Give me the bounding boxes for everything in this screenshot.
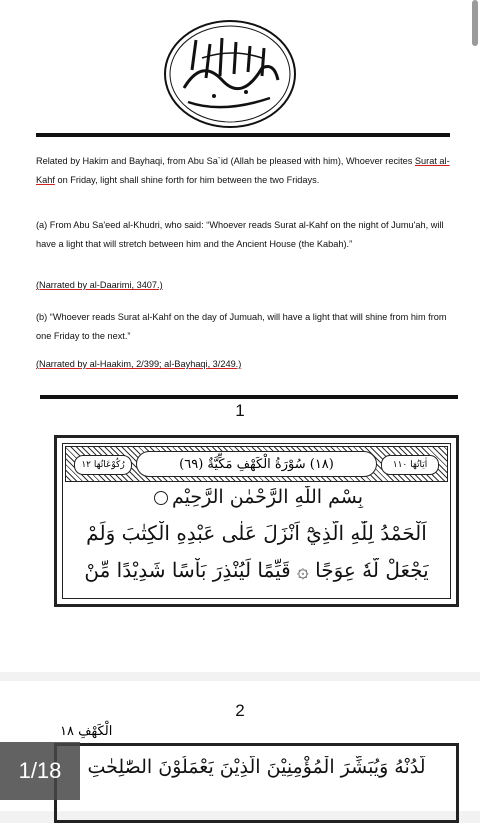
header-rule xyxy=(36,133,450,137)
hadith-paragraph-2: (a) From Abu Sa'eed al-Khudri, who said: “Whoever reads Surat al-Kahf on the night of Jumu'ah, will have a light that will stretch between him and the Ancient House (the Kabah).” xyxy=(36,220,444,249)
page-number-2: 2 xyxy=(235,701,245,720)
hadith-paragraph-1: Related by Hakim and Bayhaqi, from Abu Sa`id (Allah be pleased with him), Whoever recites Surat al-Kahf on Friday, light shall shine forth for him between the two Fridays. xyxy=(36,156,450,185)
quran-line-2: يَجْعَلْ لَّهٗ عِوَجًا ۞ قَيِّمًا لِّيُنْذِرَ بَاْسًا شَدِيْدًا مِّنْ xyxy=(84,558,429,582)
surah-running-header: الْكَهْفِ ١٨ xyxy=(60,724,113,739)
surah-title-box: (١٨) سُوْرَةُ الْكَهْفِ مَكِّيَّةٌ (٦٩) xyxy=(136,451,377,477)
hadith-reference-2: (Narrated by al-Haakim, 2/399; al-Bayhaqi, 3/249.) xyxy=(36,359,242,369)
page-number-1: 1 xyxy=(235,401,245,420)
ayat-count-box: اٰيَاتُهَا ١١٠ xyxy=(381,455,439,475)
ruku-count-box: رُكُوْعَاتُهَا ١٢ xyxy=(74,455,132,475)
hadith-reference-1: (Narrated by al-Daarimi, 3407.) xyxy=(36,280,163,290)
bismillah-line: بِسْمِ اللّٰهِ الرَّحْمٰنِ الرَّحِيْمِ xyxy=(67,486,446,508)
svg-text:بسم الله الرحمن الرحيم: بسم الله الرحمن الرحيم xyxy=(224,122,236,123)
hadith-paragraph-3: (b) “Whoever reads Surat al-Kahf on the day of Jumuah, will have a light that will shine from him from one Friday to the next.” xyxy=(36,312,447,341)
bismillah-seal xyxy=(162,18,298,130)
section-rule xyxy=(40,395,458,399)
quran-page-2-line-1: لَّدُنْهُ وَيُبَشِّرَ الْمُؤْمِنِيْنَ الَّذِيْنَ يَعْمَلُوْنَ الصّٰلِحٰتِ xyxy=(87,756,426,778)
verse-marker-icon xyxy=(154,491,168,505)
quran-line-1: اَلْحَمْدُ لِلّٰهِ الَّذِيْٓ اَنْزَلَ عَلٰى عَبْدِهِ الْكِتٰبَ وَلَمْ xyxy=(86,521,427,545)
quran-page-2-image xyxy=(54,743,459,823)
surah-headband xyxy=(65,446,448,482)
quran-page-image xyxy=(54,435,459,607)
vertical-scrollbar[interactable] xyxy=(472,0,478,46)
page-counter: 1/18 xyxy=(0,742,80,800)
